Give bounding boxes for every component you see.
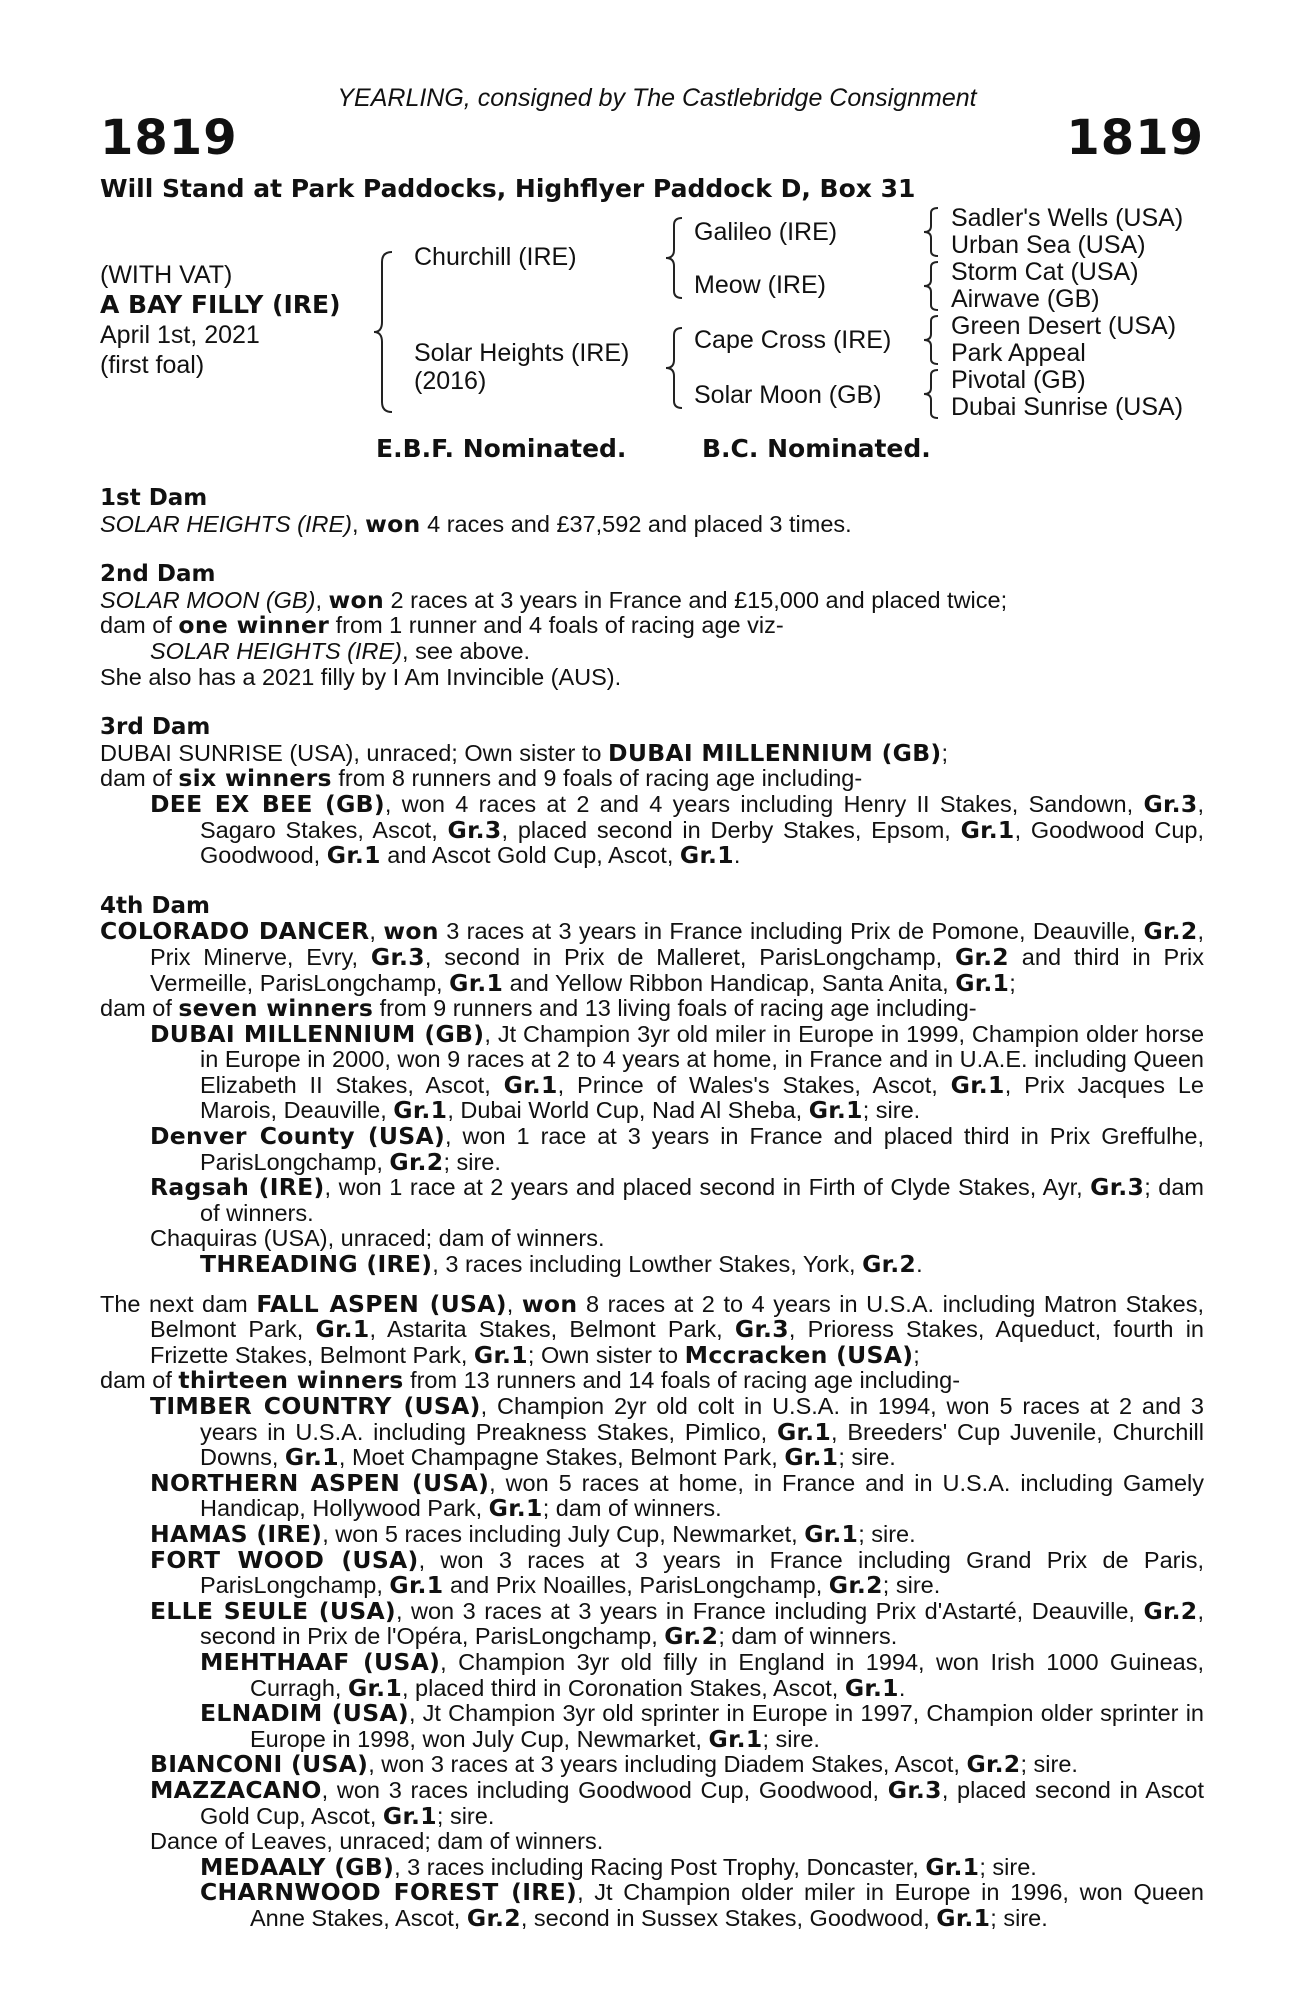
foaling-date: April 1st, 2021 (100, 321, 260, 349)
runner-entry: DEE EX BEE (GB), won 4 races at 2 and 4 years including Henry II Stakes, Sandown, Gr.3, Sagaro Stakes, Ascot, Gr.3, placed second in Derby Stakes, Epsom, Gr.1, Goodwood Cup, Goodwood, Gr.1 and Ascot Gold Cup, Ascot, Gr.1. (150, 789, 1205, 870)
second-dam-section: 2nd Dam SOLAR MOON (GB), won 2 races at 3 years in France and £15,000 and placed twice; dam of one winner from 1 runner and 4 foals of racing age viz- SOLAR HEIGHTS (IRE), see above. She also has a 2021 filly by I Am Invincible (AUS). (100, 562, 1204, 690)
vat-note: (WITH VAT) (100, 261, 233, 289)
runner-entry: HAMAS (IRE), won 5 races including July Cup, Newmarket, Gr.1; sire. (150, 1519, 916, 1548)
runner-entry: ELLE SEULE (USA), won 3 races at 3 years in France including Prix d'Astarté, Deauville, Gr.2, second in Prix de l'Opéra, ParisLongchamp, Gr.2; dam of winners. (150, 1596, 1204, 1651)
runner-entry: BIANCONI (USA), won 3 races at 3 years including Diadem Stakes, Ascot, Gr.2; sire. (150, 1750, 1078, 1779)
runner-entry: THREADING (IRE), 3 races including Lowther Stakes, York, Gr.2. (200, 1250, 923, 1279)
dam-year: (2016) (414, 367, 487, 395)
runner-entry: DUBAI MILLENNIUM (GB), Jt Champion 3yr old miler in Europe in 1999, Champion older horse in Europe in 2000, won 9 races at 2 to 4 years at home, in France and in U.A.E. including Queen Elizabeth II Stakes, Ascot, Gr.1, Prince of Wales's Stakes, Ascot, Gr.1, Prix Jacques Le Marois, Deauville, Gr.1, Dubai World Cup, Nad Al Sheba, Gr.1; sire. (150, 1019, 1205, 1125)
sire-name: Churchill (IRE) (414, 243, 577, 271)
gen3-dds: Pivotal (GB) (951, 366, 1086, 394)
runner-entry: CHARNWOOD FOREST (IRE), Jt Champion older miler in Europe in 1996, won Queen Anne Stakes, Ascot, Gr.2, second in Sussex Stakes, Goodwood, Gr.1; sire. (200, 1878, 1204, 1932)
runner-entry: Denver County (USA), won 1 race at 3 years in France and placed third in Prix Greffulhe, ParisLongchamp, Gr.2; sire. (150, 1122, 1204, 1176)
gen3-ddd: Dubai Sunrise (USA) (951, 393, 1184, 421)
pedigree-brace-sire (662, 216, 686, 300)
dam-sire: Cape Cross (IRE) (694, 326, 892, 354)
horse-name: A BAY FILLY (IRE) (100, 290, 341, 319)
second-dam-heading: 2nd Dam (100, 561, 216, 588)
gen3-sss: Sadler's Wells (USA) (951, 204, 1184, 232)
bc-nomination: B.C. Nominated. (702, 434, 931, 463)
first-dam-name: SOLAR HEIGHTS (IRE) (100, 510, 353, 537)
gen3-sds: Storm Cat (USA) (951, 258, 1139, 286)
sire-sire: Galileo (IRE) (694, 218, 838, 246)
runner-entry: MEHTHAAF (USA), Champion 3yr old filly in England in 1994, won Irish 1000 Guineas, Curragh, Gr.1, placed third in Coronation Stakes, Ascot, Gr.1. (200, 1647, 1204, 1702)
third-dam-section: 3rd Dam DUBAI SUNRISE (USA), unraced; Own sister to DUBAI MILLENNIUM (GB); dam of six winners from 8 runners and 9 foals of racing age including- DEE EX BEE (GB), won 4 races at 2 and 4 years including Henry II Stakes, Sandown, Gr.3, Sagaro Stakes, Ascot, Gr.3, placed second in Derby Stakes, Epsom, Gr.1, Goodwood Cup, Goodwood, Gr.1 and Ascot Gold Cup, Ascot, Gr.1. (100, 714, 1205, 870)
pedigree-brace-gen3-3 (920, 314, 942, 366)
pedigree-brace-dam (662, 326, 686, 410)
first-dam-section: 1st Dam SOLAR HEIGHTS (IRE), won 4 races and £37,592 and placed 3 times. (100, 486, 1204, 537)
runner-entry: ELNADIM (USA), Jt Champion 3yr old sprinter in Europe in 1997, Champion older sprinter in Europe in 1998, won July Cup, Newmarket, Gr.1; sire. (200, 1699, 1204, 1753)
gen3-dss: Green Desert (USA) (951, 312, 1177, 340)
runner-entry: NORTHERN ASPEN (USA), won 5 races at home, in France and in U.S.A. including Gamely Handicap, Hollywood Park, Gr.1; dam of winners. (150, 1468, 1204, 1523)
runner-entry: TIMBER COUNTRY (USA), Champion 2yr old colt in U.S.A. in 1994, won 5 races at 2 and 3 years in U.S.A. including Preakness Stakes, Pimlico, Gr.1, Breeders' Cup Juvenile, Churchill Downs, Gr.1, Moet Champagne Stakes, Belmont Park, Gr.1; sire. (150, 1392, 1205, 1472)
produce-record (100, 486, 1204, 1931)
lot-number-left: 1819 (100, 110, 238, 166)
next-dam-section: The next dam FALL ASPEN (USA), won 8 races at 2 to 4 years in U.S.A. including Matron Stakes, Belmont Park, Gr.1, Astarita Stakes, Belmont Park, Gr.3, Prioress Stakes, Aqueduct, fourth in Frizette Stakes, Belmont Park, Gr.1; Own sister to Mccracken (USA); dam of thirteen winners from 13 runners and 14 foals of racing age including- TIMBER COUNTRY (USA), Champion 2yr old colt in U.S.A. in 1994, won 5 races at 2 and 3 years in U.S.A. including Preakness Stakes, Pimlico, Gr.1, Breeders' Cup Juvenile, Churchill Downs, Gr.1, Moet Champagne Stakes, Belmont Park, Gr.1; sire. NORTHERN ASPEN (USA), won 5 races at home, in France and in U.S.A. including Gamely Handicap, Hollywood Park, Gr.1; dam of winners. HAMAS (IRE), won 5 races including July Cup, Newmarket, Gr.1; sire. FORT WOOD (USA), won 3 races at 3 years in France including Grand Prix de Paris, ParisLongchamp, Gr.1 and Prix Noailles, ParisLongchamp, Gr.2; sire. ELLE SEULE (USA), won 3 races at 3 years in France including Prix d'Astarté, Deauville, Gr.2, second in Prix de l'Opéra, ParisLongchamp, Gr.2; dam of winners. MEHTHAAF (USA), Champion 3yr old filly in England in 1994, won Irish 1000 Guineas, Curragh, Gr.1, placed third in Coronation Stakes, Ascot, Gr.1. ELNADIM (USA), Jt Champion 3yr old sprinter in Europe in 1997, Champion older sprinter in Europe in 1998, won July Cup, Newmarket, Gr.1; sire. BIANCONI (USA), won 3 races at 3 years including Diadem Stakes, Ascot, Gr.2; sire. MAZZACANO, won 3 races including Goodwood Cup, Goodwood, Gr.3, placed second in Ascot Gold Cup, Ascot, Gr.1; sire. Dance of Leaves, unraced; dam of winners. MEDAALY (GB), 3 races including Racing Post Trophy, Doncaster, Gr.1; sire. CHARNWOOD FOREST (IRE), Jt Champion older miler in Europe in 1996, won Queen Anne Stakes, Ascot, Gr.2, second in Sussex Stakes, Goodwood, Gr.1; sire. (100, 1289, 1205, 1932)
foal-note: (first foal) (100, 351, 205, 379)
pedigree-subject (100, 260, 341, 380)
first-dam-heading: 1st Dam (100, 485, 208, 511)
runner-entry: Dance of Leaves, unraced; dam of winners. (150, 1828, 604, 1855)
pedigree-brace-main (370, 250, 400, 415)
consignor-line: YEARLING, consigned by The Castlebridge Consignment (337, 84, 977, 112)
runner-entry: FORT WOOD (USA), won 3 races at 3 years in France including Grand Prix de Paris, ParisLongchamp, Gr.1 and Prix Noailles, ParisLongchamp, Gr.2; sire. (150, 1545, 1204, 1600)
pedigree-brace-gen3-1 (920, 206, 942, 258)
dam-dam: Solar Moon (GB) (694, 381, 882, 409)
lot-number-right: 1819 (1066, 110, 1204, 166)
gen3-ssd: Urban Sea (USA) (951, 231, 1146, 259)
gen3-dsd: Park Appeal (951, 339, 1086, 367)
fourth-dam-heading: 4th Dam (100, 892, 210, 919)
sire-dam: Meow (IRE) (694, 271, 826, 299)
third-dam-heading: 3rd Dam (100, 714, 211, 741)
runner-entry: MEDAALY (GB), 3 races including Racing Post Trophy, Doncaster, Gr.1; sire. (200, 1852, 1037, 1881)
fourth-dam-section: 4th Dam COLORADO DANCER, won 3 races at 3 years in France including Prix de Pomone, Deauville, Gr.2, Prix Minerve, Evry, Gr.3, second in Prix de Malleret, ParisLongchamp, Gr.2 and third in Prix Vermeille, ParisLongchamp, Gr.1 and Yellow Ribbon Handicap, Santa Anita, Gr.1; dam of seven winners from 9 runners and 13 living foals of racing age including- DUBAI MILLENNIUM (GB), Jt Champion 3yr old miler in Europe in 1999, Champion older horse in Europe in 2000, won 9 races at 2 to 4 years at home, in France and in U.A.E. including Queen Elizabeth II Stakes, Ascot, Gr.1, Prince of Wales's Stakes, Ascot, Gr.1, Prix Jacques Le Marois, Deauville, Gr.1, Dubai World Cup, Nad Al Sheba, Gr.1; sire. Denver County (USA), won 1 race at 3 years in France and placed third in Prix Greffulhe, ParisLongchamp, Gr.2; sire. Ragsah (IRE), won 1 race at 2 years and placed second in Firth of Clyde Stakes, Ayr, Gr.3; dam of winners. Chaquiras (USA), unraced; dam of winners. THREADING (IRE), 3 races including Lowther Stakes, York, Gr.2. (100, 892, 1205, 1279)
gen3-sdd: Airwave (GB) (951, 285, 1100, 313)
pedigree-brace-gen3-2 (920, 260, 942, 312)
runner-entry: MAZZACANO, won 3 races including Goodwood Cup, Goodwood, Gr.3, placed second in Ascot Gold Cup, Ascot, Gr.1; sire. (150, 1775, 1204, 1830)
runner-entry: Ragsah (IRE), won 1 race at 2 years and placed second in Firth of Clyde Stakes, Ayr, Gr.3; dam of winners. (150, 1173, 1204, 1226)
ebf-nomination: E.B.F. Nominated. (376, 434, 627, 463)
stabling-location: Will Stand at Park Paddocks, Highflyer Paddock D, Box 31 (100, 174, 916, 203)
pedigree-brace-gen3-4 (920, 368, 942, 420)
second-dam-name: SOLAR MOON (GB) (100, 586, 316, 613)
dam-name: Solar Heights (IRE) (414, 339, 630, 367)
runner-entry: Chaquiras (USA), unraced; dam of winners. (150, 1225, 605, 1252)
